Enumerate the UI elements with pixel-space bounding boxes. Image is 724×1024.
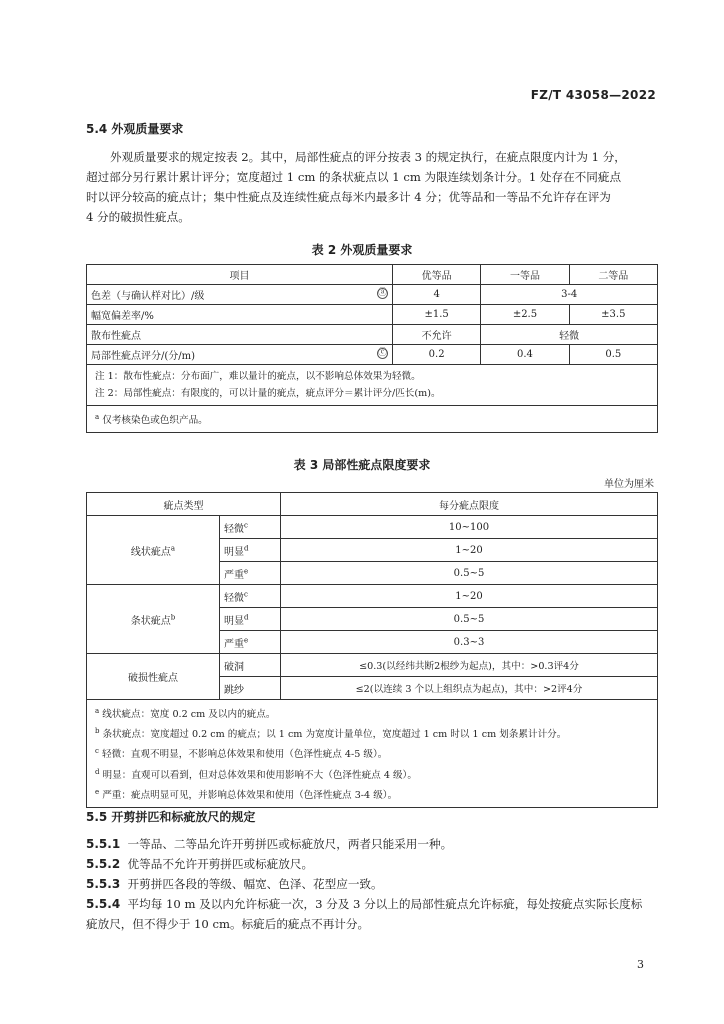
footnote-marker: e — [95, 787, 100, 796]
value-cell: 0.4 — [481, 345, 569, 365]
standard-number: FZ/T 43058—2022 — [530, 88, 656, 102]
value-cell: ±3.5 — [569, 305, 657, 325]
table-3-caption: 表 3 局部性疵点限度要求 — [293, 458, 431, 472]
footnote-a: 仅考核染色或色织产品。 — [102, 415, 208, 427]
sub-label: 严重 — [224, 638, 244, 650]
section-5-4-heading: 5.4 外观质量要求 — [86, 122, 184, 136]
footnote-c — [95, 743, 649, 763]
sub-label: 明显 — [224, 615, 244, 627]
footnote-marker: e — [244, 636, 249, 645]
item-number: 5.5.4 — [86, 897, 121, 911]
item-text: 一等品、二等品允许开剪拼匹或标疵放尺，两者只能采用一种。 — [127, 837, 453, 851]
item-number: 5.5.1 — [86, 837, 121, 851]
footnotes-cell — [87, 700, 658, 808]
footnote-marker: a — [170, 544, 176, 553]
category-cell: 破损性疵点 — [87, 654, 220, 700]
header-cell: 二等品 — [569, 265, 657, 285]
header-cell: 疵点类型 — [87, 493, 281, 516]
item-number: 5.5.2 — [86, 857, 121, 871]
footnote-marker: d — [95, 767, 100, 776]
item-5-5-3 — [86, 874, 658, 894]
circled-note-icon: ⓒ — [377, 348, 387, 358]
sub-label: 轻微 — [224, 523, 244, 535]
value-cell: 1~20 — [281, 539, 658, 562]
footnote-marker: c — [244, 590, 248, 599]
table-2 — [86, 264, 658, 433]
unit-label: 单位为厘米 — [604, 479, 654, 490]
category-label: 条状疵点 — [130, 615, 171, 627]
table-2-caption: 表 2 外观质量要求 — [311, 243, 413, 257]
footnote-text: 条状疵点：宽度超过 0.2 cm 的疵点；以 1 cm 为宽度计量单位，宽度超过 1 cm 时以 1 cm 划条累计计分。 — [102, 729, 567, 741]
footnote-text: 轻微：直观不明显，不影响总体效果和使用（色泽性疵点 4-5 级）。 — [101, 749, 388, 761]
table-row — [87, 493, 658, 516]
footnote-d — [95, 764, 649, 784]
page-number: 3 — [637, 958, 644, 971]
footnote-marker: b — [95, 727, 100, 736]
table-row — [87, 700, 658, 808]
value-cell: 0.2 — [392, 345, 480, 365]
sub-cell — [220, 608, 281, 631]
value-cell: 4 — [392, 285, 480, 305]
category-label: 线状疵点 — [130, 546, 171, 558]
para-line-4: 4 分的破损性疵点。 — [86, 210, 190, 224]
footnote-cell — [87, 406, 658, 433]
value-cell: 0.5~5 — [281, 562, 658, 585]
sub-cell — [220, 631, 281, 654]
table-row — [87, 516, 658, 539]
para-line-2: 超过部分另行累计累计评分；宽度超过 1 cm 的条状疵点以 1 cm 为限连续划条计分。1 处存在不同疵点 — [86, 170, 622, 184]
footnote-marker: d — [244, 613, 249, 622]
circled-note-icon: ⓐ — [377, 288, 387, 298]
section-5-4-paragraph — [86, 147, 658, 227]
table-3 — [86, 492, 658, 808]
table-row — [87, 654, 658, 677]
value-cell: 轻微 — [481, 325, 658, 345]
table-row — [87, 585, 658, 608]
item-5-5-4 — [86, 894, 658, 914]
footnote-marker: b — [170, 613, 176, 622]
item-label: 局部性疵点评分/(分/m) — [91, 351, 196, 362]
header-cell: 一等品 — [481, 265, 569, 285]
item-5-5-2 — [86, 854, 658, 874]
note-2: 注 2：局部性疵点：有限度的，可以计量的疵点，疵点评分＝累计评分/匹长(m)。 — [95, 388, 441, 399]
footnote-e — [95, 784, 649, 804]
table-row — [87, 345, 658, 365]
value-cell: ≤2(以连续 3 个以上组织点为起点)，其中：>2评4分 — [281, 677, 658, 700]
item-5-5-4-cont: 疵放尺，但不得少于 10 cm。标疵后的疵点不再计分。 — [86, 917, 370, 931]
value-cell: 10~100 — [281, 516, 658, 539]
table-row — [87, 285, 658, 305]
footnote-b — [95, 723, 649, 743]
category-cell — [87, 516, 220, 585]
item-cell: 散布性疵点 — [87, 325, 393, 345]
section-5-5-items — [86, 834, 658, 934]
footnote-marker: d — [244, 544, 249, 553]
item-text: 开剪拼匹各段的等级、幅宽、色泽、花型应一致。 — [127, 877, 383, 891]
item-cell — [87, 285, 393, 305]
sub-cell — [220, 585, 281, 608]
sub-label: 严重 — [224, 569, 244, 581]
sub-label: 明显 — [224, 546, 244, 558]
item-cell: 幅宽偏差率/% — [87, 305, 393, 325]
table-row — [87, 325, 658, 345]
footnote-text: 线状疵点：宽度 0.2 cm 及以内的疵点。 — [102, 709, 276, 721]
notes-cell — [87, 365, 658, 406]
footnote-a — [95, 703, 649, 723]
value-cell: ≤0.3(以经纬共断2根纱为起点)，其中：>0.3评4分 — [281, 654, 658, 677]
note-1: 注 1：散布性疵点：分布面广，难以量计的疵点，以不影响总体效果为轻微。 — [95, 371, 421, 382]
sub-cell: 破洞 — [220, 654, 281, 677]
section-5-5-heading: 5.5 开剪拼匹和标疵放尺的规定 — [86, 810, 256, 824]
header-cell: 每分疵点限度 — [281, 493, 658, 516]
footnote-marker: e — [244, 567, 249, 576]
table-row — [87, 265, 658, 285]
para-line-1: 外观质量要求的规定按表 2。其中，局部性疵点的评分按表 3 的规定执行，在疵点限度内计为 1 分， — [110, 150, 626, 164]
footnote-text: 严重：疵点明显可见，并影响总体效果和使用（色泽性疵点 3-4 级）。 — [102, 789, 398, 801]
table-row — [87, 365, 658, 406]
table-row — [87, 406, 658, 433]
para-line-3: 时以评分较高的疵点计；集中性疵点及连续性疵点每米内最多计 4 分；优等品和一等品不允许存在评为 — [86, 190, 611, 204]
value-cell: ±1.5 — [392, 305, 480, 325]
footnote-marker: a — [95, 707, 100, 715]
header-cell: 项目 — [87, 265, 393, 285]
value-cell: ±2.5 — [481, 305, 569, 325]
value-cell: 不允许 — [392, 325, 480, 345]
sub-cell — [220, 562, 281, 585]
item-text: 平均每 10 m 及以内允许标疵一次，3 分及 3 分以上的局部性疵点允许标疵，每处按疵点实际长度标 — [127, 897, 643, 911]
item-label: 色差（与确认样对比）/级 — [91, 291, 205, 302]
item-number: 5.5.3 — [86, 877, 121, 891]
value-cell: 1~20 — [281, 585, 658, 608]
sub-cell — [220, 539, 281, 562]
footnote-text: 明显：直观可以看到，但对总体效果和使用影响不大（色泽性疵点 4 级）。 — [102, 769, 417, 781]
table-row — [87, 305, 658, 325]
footnote-marker: a — [95, 413, 100, 421]
item-cell — [87, 345, 393, 365]
footnote-marker: c — [95, 747, 99, 756]
sub-label: 轻微 — [224, 592, 244, 604]
footnote-marker: c — [244, 521, 248, 530]
value-cell: 0.3~3 — [281, 631, 658, 654]
item-text: 优等品不允许开剪拼匹或标疵放尺。 — [127, 857, 314, 871]
value-cell: 0.5 — [569, 345, 657, 365]
value-cell: 3-4 — [481, 285, 658, 305]
header-cell: 优等品 — [392, 265, 480, 285]
sub-cell — [220, 516, 281, 539]
value-cell: 0.5~5 — [281, 608, 658, 631]
category-cell — [87, 585, 220, 654]
item-5-5-1 — [86, 834, 658, 854]
sub-cell: 跳纱 — [220, 677, 281, 700]
